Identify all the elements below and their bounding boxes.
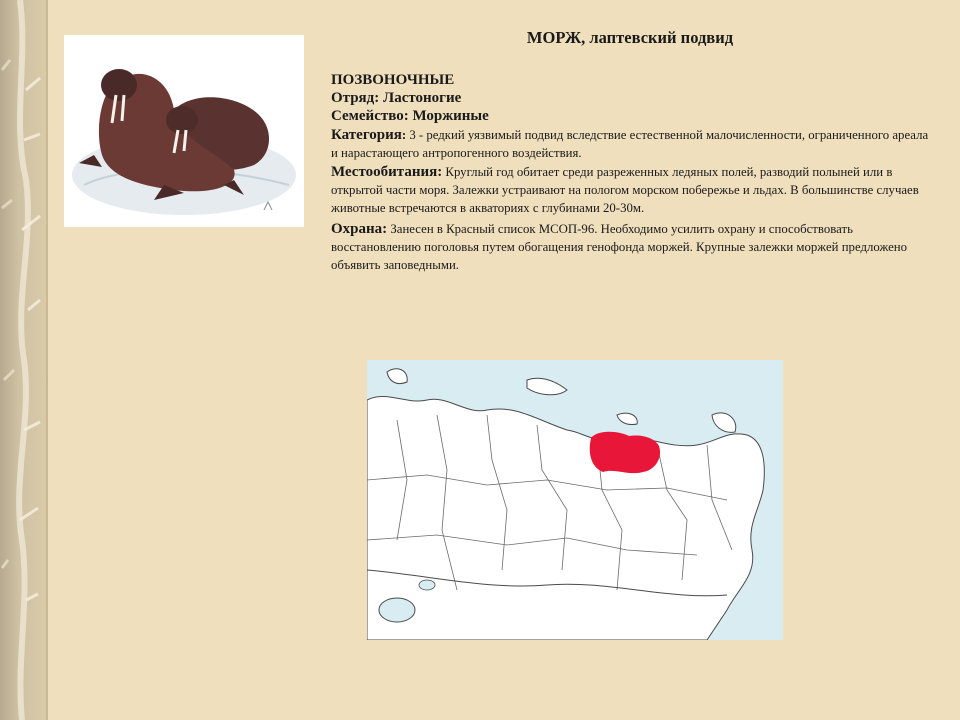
protection-text: Занесен в Красный список МСОП-96. Необходимо усилить охрану и способствовать восстановлению поголовья путем обогащения генофонда моржей. Крупные залежки моржей предложено объявить заповедными. xyxy=(331,222,908,272)
slide-edge-line xyxy=(46,0,48,720)
category-text: 3 - редкий уязвимый подвид вследствие естественной малочисленности, ограниченного ареала и нарастающего антропогенного воздействия. xyxy=(331,128,929,160)
category-label: Категория xyxy=(331,127,402,143)
species-info xyxy=(331,71,931,274)
habitat-text: Круглый год обитает среди разреженных ледяных полей, разводий полыней или в открытой части моря. Залежки устраивают на пологом морском побережье и льдах. В большинстве случаев животные встречаются в акваториях с глубинами 20-30м. xyxy=(331,165,919,215)
range-map-icon xyxy=(367,360,783,640)
habitat-section xyxy=(331,163,931,217)
family-label: Семейство: xyxy=(331,108,409,124)
order-line xyxy=(331,89,931,107)
phylum-heading: ПОЗВОНОЧНЫЕ xyxy=(331,72,455,88)
page-title: МОРЖ, лаптевский подвид xyxy=(526,28,734,47)
decorative-side-strip xyxy=(0,0,46,720)
order-value: Ластоногие xyxy=(383,90,462,106)
protection-section xyxy=(331,220,931,274)
family-line xyxy=(331,107,931,125)
walrus-icon xyxy=(64,35,304,227)
order-label: Отряд: xyxy=(331,90,380,106)
habitat-label: Местообитания: xyxy=(331,164,443,180)
protection-label: Охрана: xyxy=(331,221,388,237)
range-map xyxy=(367,360,783,640)
feather-decoration xyxy=(0,0,46,720)
walrus-illustration xyxy=(64,35,304,227)
family-value: Моржиные xyxy=(412,108,489,124)
category-section: Категория: 3 - редкий уязвимый подвид вследствие естественной малочисленности, ограниченного ареала и нарастающего антропогенного воздействия. xyxy=(331,127,929,160)
